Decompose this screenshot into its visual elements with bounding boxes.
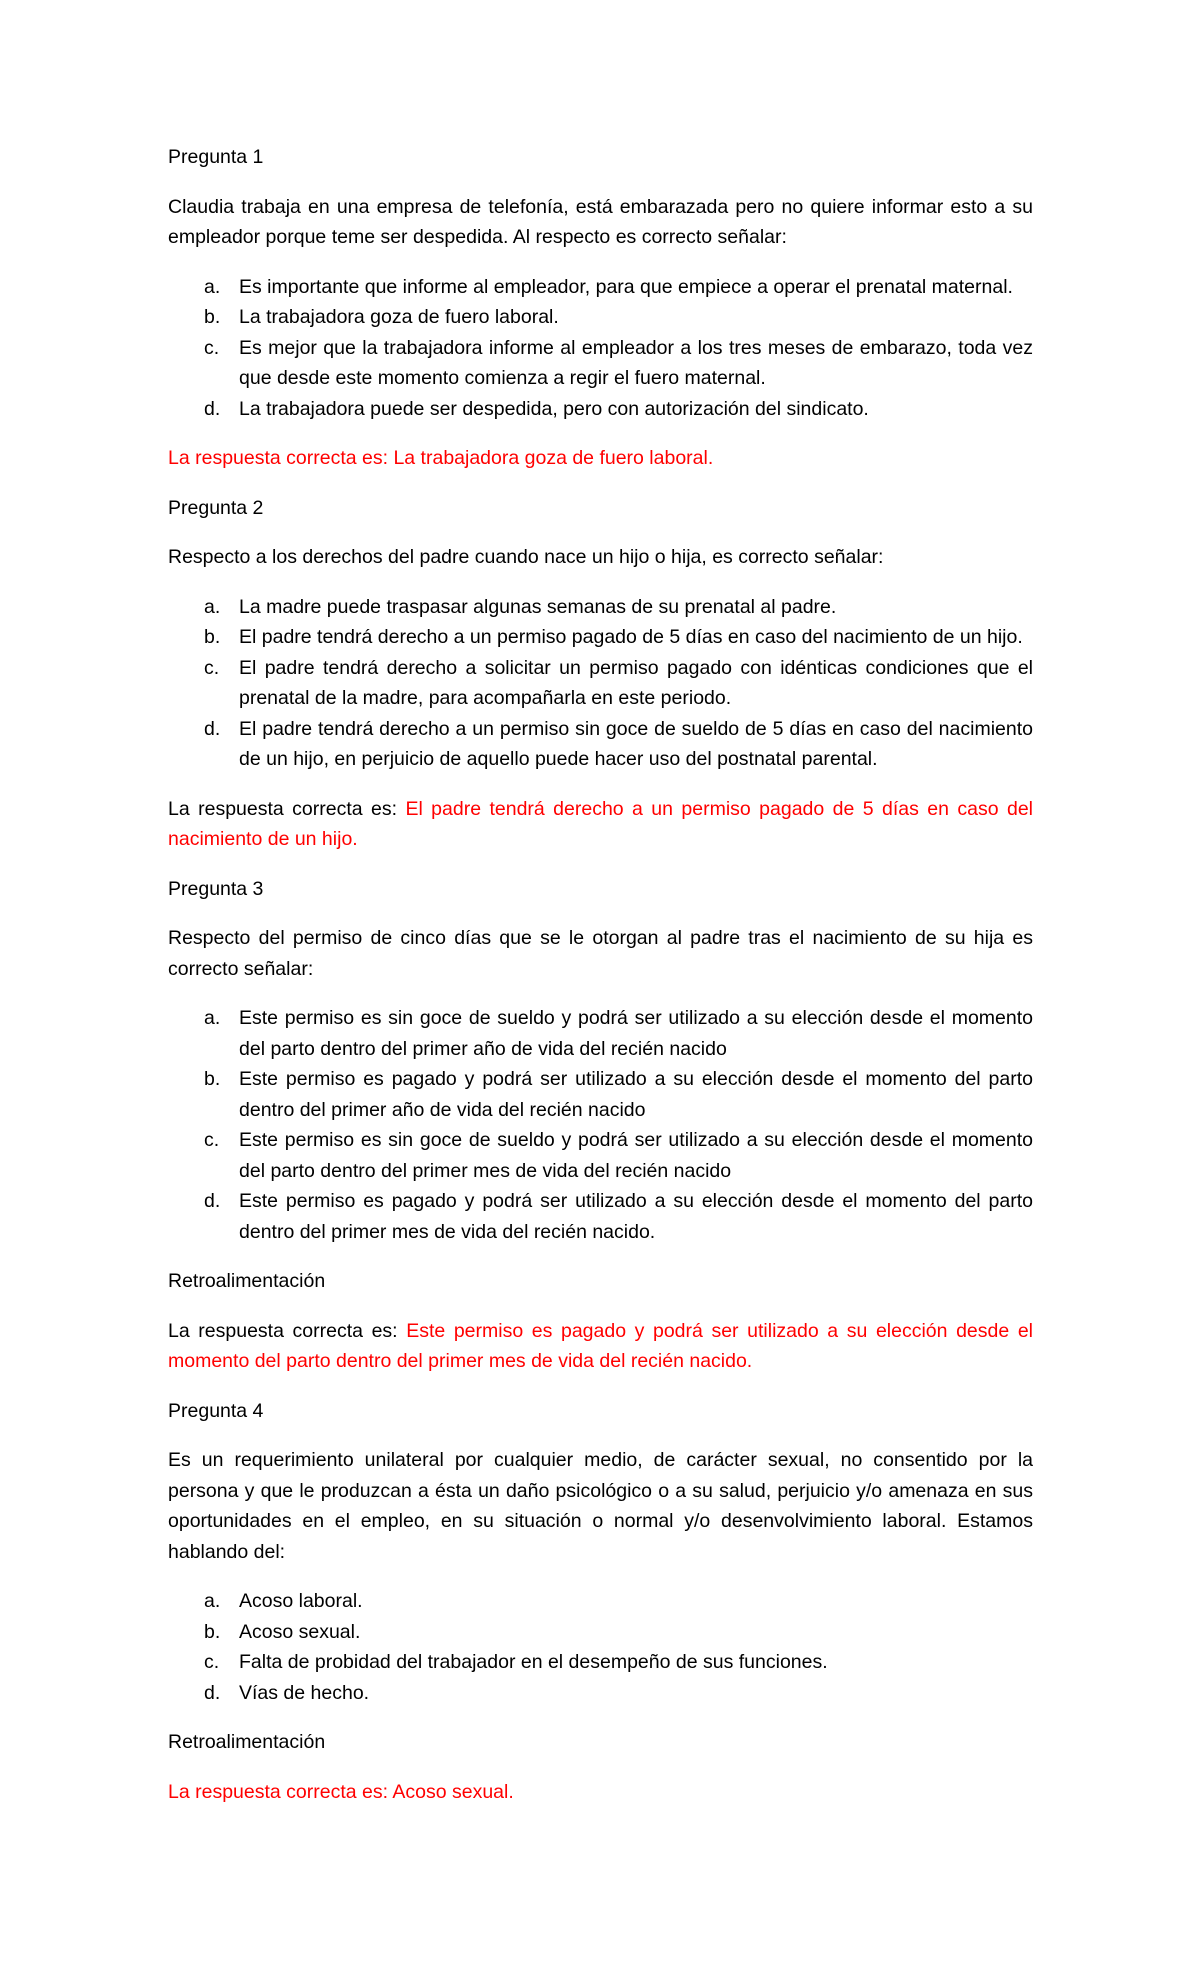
answer-prefix: La respuesta correcta es:	[168, 797, 398, 820]
question-1	[168, 142, 1033, 474]
options-list	[168, 592, 1033, 775]
document-content	[168, 142, 1033, 1807]
correct-answer: La respuesta correcta es: La trabajadora goza de fuero laboral.	[168, 447, 714, 469]
question-3	[168, 874, 1033, 1377]
option-marker: d.	[204, 717, 221, 740]
question-title: Pregunta 1	[168, 146, 264, 168]
option-text: La trabajadora puede ser despedida, pero con autorización del sindicato.	[239, 397, 869, 420]
question-stem: Es un requerimiento unilateral por cualquier medio, de carácter sexual, no consentido por la persona y que le produzcan a ésta un daño psicológico o a su salud, perjuicio y/o amenaza en sus oportunidades en el empleo, en su situación o normal y/o desenvolvimiento laboral. Estamos hablando del:	[168, 1449, 1033, 1563]
option-a	[168, 1586, 1033, 1617]
option-marker: b.	[204, 306, 221, 328]
question-4	[168, 1396, 1033, 1808]
option-text: Este permiso es sin goce de sueldo y podrá ser utilizado a su elección desde el momento del parto dentro del primer mes de vida del recién nacido	[239, 1129, 1033, 1182]
options-list	[168, 272, 1033, 425]
question-title: Pregunta 4	[168, 1399, 264, 1422]
option-d	[168, 1186, 1033, 1247]
answer-prefix: La respuesta correcta es:	[168, 1319, 398, 1342]
option-b	[168, 1064, 1033, 1125]
option-text: La trabajadora goza de fuero laboral.	[239, 306, 559, 328]
option-marker: c.	[204, 656, 220, 679]
option-b	[168, 1617, 1033, 1648]
option-text: Este permiso es pagado y podrá ser utilizado a su elección desde el momento del parto dentro del primer año de vida del recién nacido	[239, 1068, 1033, 1121]
option-a	[168, 1003, 1033, 1064]
option-marker: d.	[204, 1190, 221, 1212]
option-b	[168, 302, 1033, 333]
feedback-label: Retroalimentación	[168, 1731, 326, 1753]
option-d	[168, 714, 1033, 775]
question-title: Pregunta 2	[168, 496, 264, 519]
correct-answer	[168, 1316, 1033, 1377]
option-a	[168, 272, 1033, 303]
question-stem: Respecto del permiso de cinco días que se le otorgan al padre tras el nacimiento de su hija es correcto señalar:	[168, 927, 1033, 980]
option-text: Es importante que informe al empleador, para que empiece a operar el prenatal maternal.	[239, 275, 1013, 298]
option-d	[168, 394, 1033, 425]
option-d	[168, 1678, 1033, 1709]
option-marker: a.	[204, 1007, 221, 1029]
option-marker: c.	[204, 1651, 220, 1673]
option-marker: d.	[204, 1681, 221, 1704]
option-c	[168, 1647, 1033, 1678]
option-c	[168, 1125, 1033, 1186]
option-text: La madre puede traspasar algunas semanas de su prenatal al padre.	[239, 595, 837, 618]
option-marker: b.	[204, 1620, 221, 1643]
question-2	[168, 493, 1033, 855]
option-text: Falta de probidad del trabajador en el desempeño de sus funciones.	[239, 1651, 828, 1673]
option-marker: c.	[204, 1129, 220, 1151]
option-marker: b.	[204, 1068, 221, 1090]
option-text: El padre tendrá derecho a un permiso sin goce de sueldo de 5 días en caso del nacimiento de un hijo, en perjuicio de aquello puede hacer uso del postnatal parental.	[239, 717, 1033, 770]
option-text: El padre tendrá derecho a un permiso pagado de 5 días en caso del nacimiento de un hijo.	[239, 626, 1023, 648]
question-stem: Respecto a los derechos del padre cuando nace un hijo o hija, es correcto señalar:	[168, 546, 884, 568]
question-title: Pregunta 3	[168, 877, 264, 900]
option-marker: a.	[204, 1590, 221, 1612]
option-text: Este permiso es sin goce de sueldo y podrá ser utilizado a su elección desde el momento del parto dentro del primer año de vida del recién nacido	[239, 1007, 1033, 1060]
option-a	[168, 592, 1033, 623]
answer-text: Este permiso es pagado y podrá ser utilizado a su elección desde el momento del parto dentro del primer mes de vida del recién nacido.	[168, 1319, 1033, 1372]
feedback-label: Retroalimentación	[168, 1270, 326, 1292]
option-text: Acoso laboral.	[239, 1590, 363, 1612]
option-marker: d.	[204, 397, 221, 420]
option-b	[168, 622, 1033, 653]
option-marker: b.	[204, 626, 221, 648]
option-text: Es mejor que la trabajadora informe al empleador a los tres meses de embarazo, toda vez que desde este momento comienza a regir el fuero maternal.	[239, 336, 1033, 389]
option-text: Acoso sexual.	[239, 1620, 361, 1643]
option-text: Este permiso es pagado y podrá ser utilizado a su elección desde el momento del parto dentro del primer mes de vida del recién nacido.	[239, 1190, 1033, 1243]
option-marker: c.	[204, 336, 220, 359]
question-stem: Claudia trabaja en una empresa de telefonía, está embarazada pero no quiere informar esto a su empleador porque teme ser despedida. Al respecto es correcto señalar:	[168, 195, 1033, 248]
correct-answer: La respuesta correcta es: Acoso sexual.	[168, 1780, 514, 1803]
option-marker: a.	[204, 595, 221, 618]
answer-text: El padre tendrá derecho a un permiso pagado de 5 días en caso del nacimiento de un hijo.	[168, 797, 1033, 850]
options-list	[168, 1586, 1033, 1708]
option-marker: a.	[204, 275, 221, 298]
option-c	[168, 333, 1033, 394]
options-list	[168, 1003, 1033, 1247]
correct-answer	[168, 794, 1033, 855]
option-text: El padre tendrá derecho a solicitar un permiso pagado con idénticas condiciones que el prenatal de la madre, para acompañarla en este periodo.	[239, 656, 1033, 709]
option-text: Vías de hecho.	[239, 1681, 370, 1704]
option-c	[168, 653, 1033, 714]
